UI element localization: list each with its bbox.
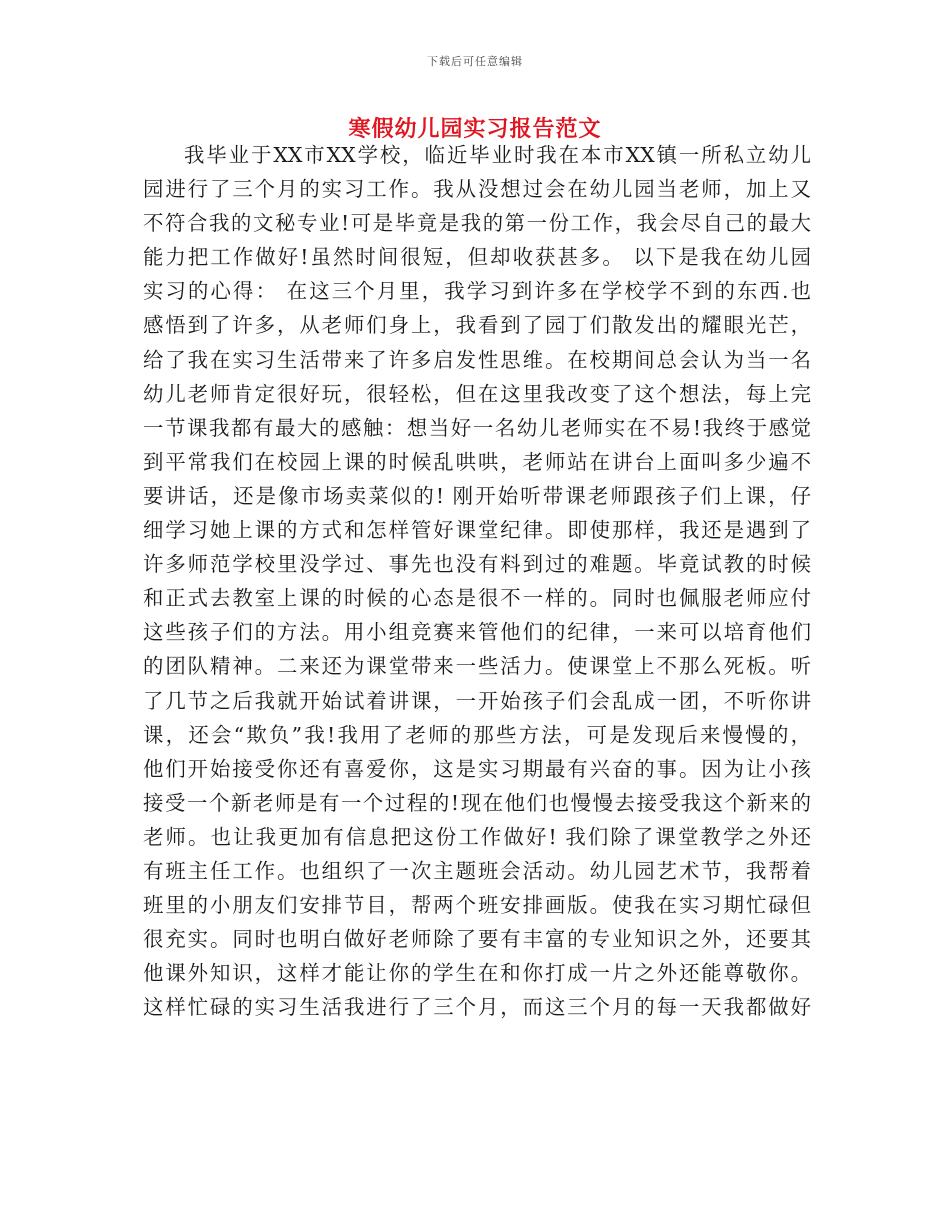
- body-line: 这些孩子们的方法。用小组竞赛来管他们的纪律，一来可以培育他们: [143, 620, 811, 645]
- body-line: 到平常我们在校园上课的时候乱哄哄，老师站在讲台上面叫多少遍不: [143, 449, 811, 474]
- document-body: [143, 138, 811, 1024]
- body-line: 这样忙碌的实习生活我进行了三个月，而这三个月的每一天我都做好: [143, 995, 811, 1020]
- body-line: 老师。也让我更加有信息把这份工作做好! 我们除了课堂教学之外还: [143, 824, 811, 849]
- body-line: 给了我在实习生活带来了许多启发性思维。在校期间总会认为当一名: [143, 347, 811, 372]
- body-line: 幼儿老师肯定很好玩，很轻松，但在这里我改变了这个想法，每上完: [143, 381, 811, 406]
- body-line: 能力把工作做好!虽然时间很短，但却收获甚多。 以下是我在幼儿园: [143, 245, 811, 270]
- body-line: 我毕业于XX市XX学校，临近毕业时我在本市XX镇一所私立幼儿: [184, 143, 811, 167]
- body-line: 他课外知识，这样才能让你的学生在和你打成一片之外还能尊敬你。: [143, 961, 811, 986]
- body-line: 细学习她上课的方式和怎样管好课堂纪律。即使那样，我还是遇到了: [143, 518, 811, 543]
- body-line: 他们开始接受你还有喜爱你，这是实习期最有兴奋的事。因为让小孩: [143, 756, 811, 781]
- body-line: 一节课我都有最大的感触：想当好一名幼儿老师实在不易!我终于感觉: [143, 415, 811, 440]
- body-line: 了几节之后我就开始试着讲课，一开始孩子们会乱成一团，不听你讲: [143, 688, 811, 713]
- body-line: 园进行了三个月的实习工作。我从没想过会在幼儿园当老师，加上又: [143, 177, 811, 202]
- body-line: 的团队精神。二来还为课堂带来一些活力。使课堂上不那么死板。听: [143, 654, 811, 679]
- body-line: 许多师范学校里没学过、事先也没有料到过的难题。毕竟试教的时候: [143, 552, 811, 577]
- body-line: 课，还会“欺负”我!我用了老师的那些方法，可是发现后来慢慢的，: [143, 722, 811, 747]
- body-line: 和正式去教室上课的时候的心态是很不一样的。同时也佩服老师应付: [143, 586, 811, 611]
- body-line: 感悟到了许多，从老师们身上，我看到了园丁们散发出的耀眼光芒，: [143, 313, 811, 338]
- body-line: 班里的小朋友们安排节目，帮两个班安排画版。使我在实习期忙碌但: [143, 893, 811, 918]
- body-line: 有班主任工作。也组织了一次主题班会活动。幼儿园艺术节，我帮着: [143, 858, 811, 883]
- body-line: 实习的心得： 在这三个月里，我学习到许多在学校学不到的东西.也: [143, 279, 811, 304]
- document-title: 寒假幼儿园实习报告范文: [348, 117, 602, 142]
- page-header: 下载后可任意编辑: [427, 55, 523, 68]
- body-line: 不符合我的文秘专业!可是毕竟是我的第一份工作，我会尽自己的最大: [143, 211, 811, 236]
- body-line: 很充实。同时也明白做好老师除了要有丰富的专业知识之外，还要其: [143, 927, 811, 952]
- body-line: 要讲话，还是像市场卖菜似的! 刚开始听带课老师跟孩子们上课，仔: [143, 483, 811, 508]
- body-line: 接受一个新老师是有一个过程的!现在他们也慢慢去接受我这个新来的: [143, 790, 811, 815]
